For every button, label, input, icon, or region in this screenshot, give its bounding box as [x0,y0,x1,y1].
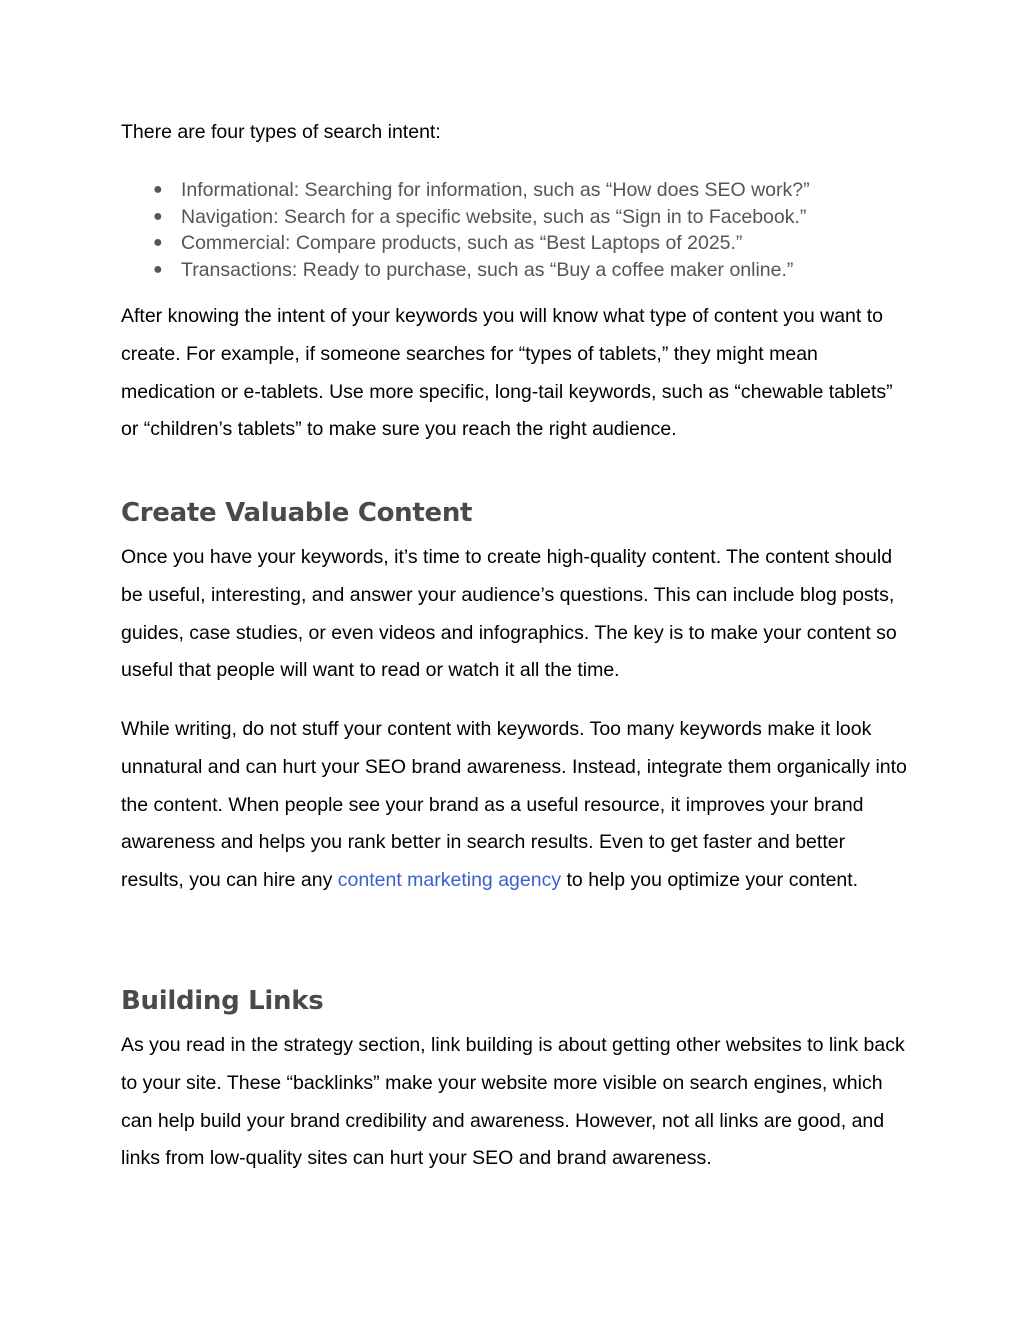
list-item-text: Transactions: Ready to purchase, such as “Buy a coffee maker online.” [181,258,794,281]
intent-paragraph: After knowing the intent of your keywords you will know what type of content you want to create. For example, if someone searches for “types of tablets,” they might mean medication or e-tablets. Use more specific, long-tail keywords, such as “chewable tablets” or “children’s tablets” to make sure you reach the right audience. [121,305,893,441]
section-heading-building-links: Building Links [121,986,324,1016]
search-intent-list [121,177,810,283]
list-item [121,257,810,284]
valuable-content-paragraph-1: Once you have your keywords, it’s time to create high-quality content. The content should be useful, interesting, and answer your audience’s questions. This can include blog posts, guides, case studies, or even videos and infographics. The key is to make your content so useful that people will want to read or watch it all the time. [121,546,897,682]
list-item-text: Informational: Searching for information, such as “How does SEO work?” [181,179,810,201]
list-item [121,177,810,204]
list-item-text: Commercial: Compare products, such as “Best Laptops of 2025.” [181,232,743,254]
section-heading-valuable-content: Create Valuable Content [121,498,473,528]
building-links-paragraph: As you read in the strategy section, link building is about getting other websites to link back to your site. These “backlinks” make your website more visible on search engines, which can help build your brand credibility and awareness. However, not all links are good, and links from low-quality sites can hurt your SEO and brand awareness. [121,1034,905,1170]
bullet-icon: ● [153,260,163,278]
list-item [121,204,810,231]
intro-text: There are four types of search intent: [121,121,441,143]
valuable-content-paragraph-2 [121,711,911,900]
bullet-icon: ● [153,234,163,251]
list-item-text: Navigation: Search for a specific website, such as “Sign in to Facebook.” [181,205,807,228]
bullet-icon: ● [153,207,163,225]
bullet-icon: ● [153,181,163,198]
paragraph-text: to help you optimize your content. [561,869,859,892]
list-item [121,230,810,257]
paragraph-text: While writing, do not stuff your content with keywords. Too many keywords make it look unnatural and can hurt your SEO brand awareness. Instead, integrate them organically into the content. When people see your brand as a useful resource, it improves your brand awareness and helps you rank better in search results. Even to get faster and better results, you can hire any [121,718,907,892]
content-marketing-agency-link[interactable]: content marketing agency [337,869,562,892]
